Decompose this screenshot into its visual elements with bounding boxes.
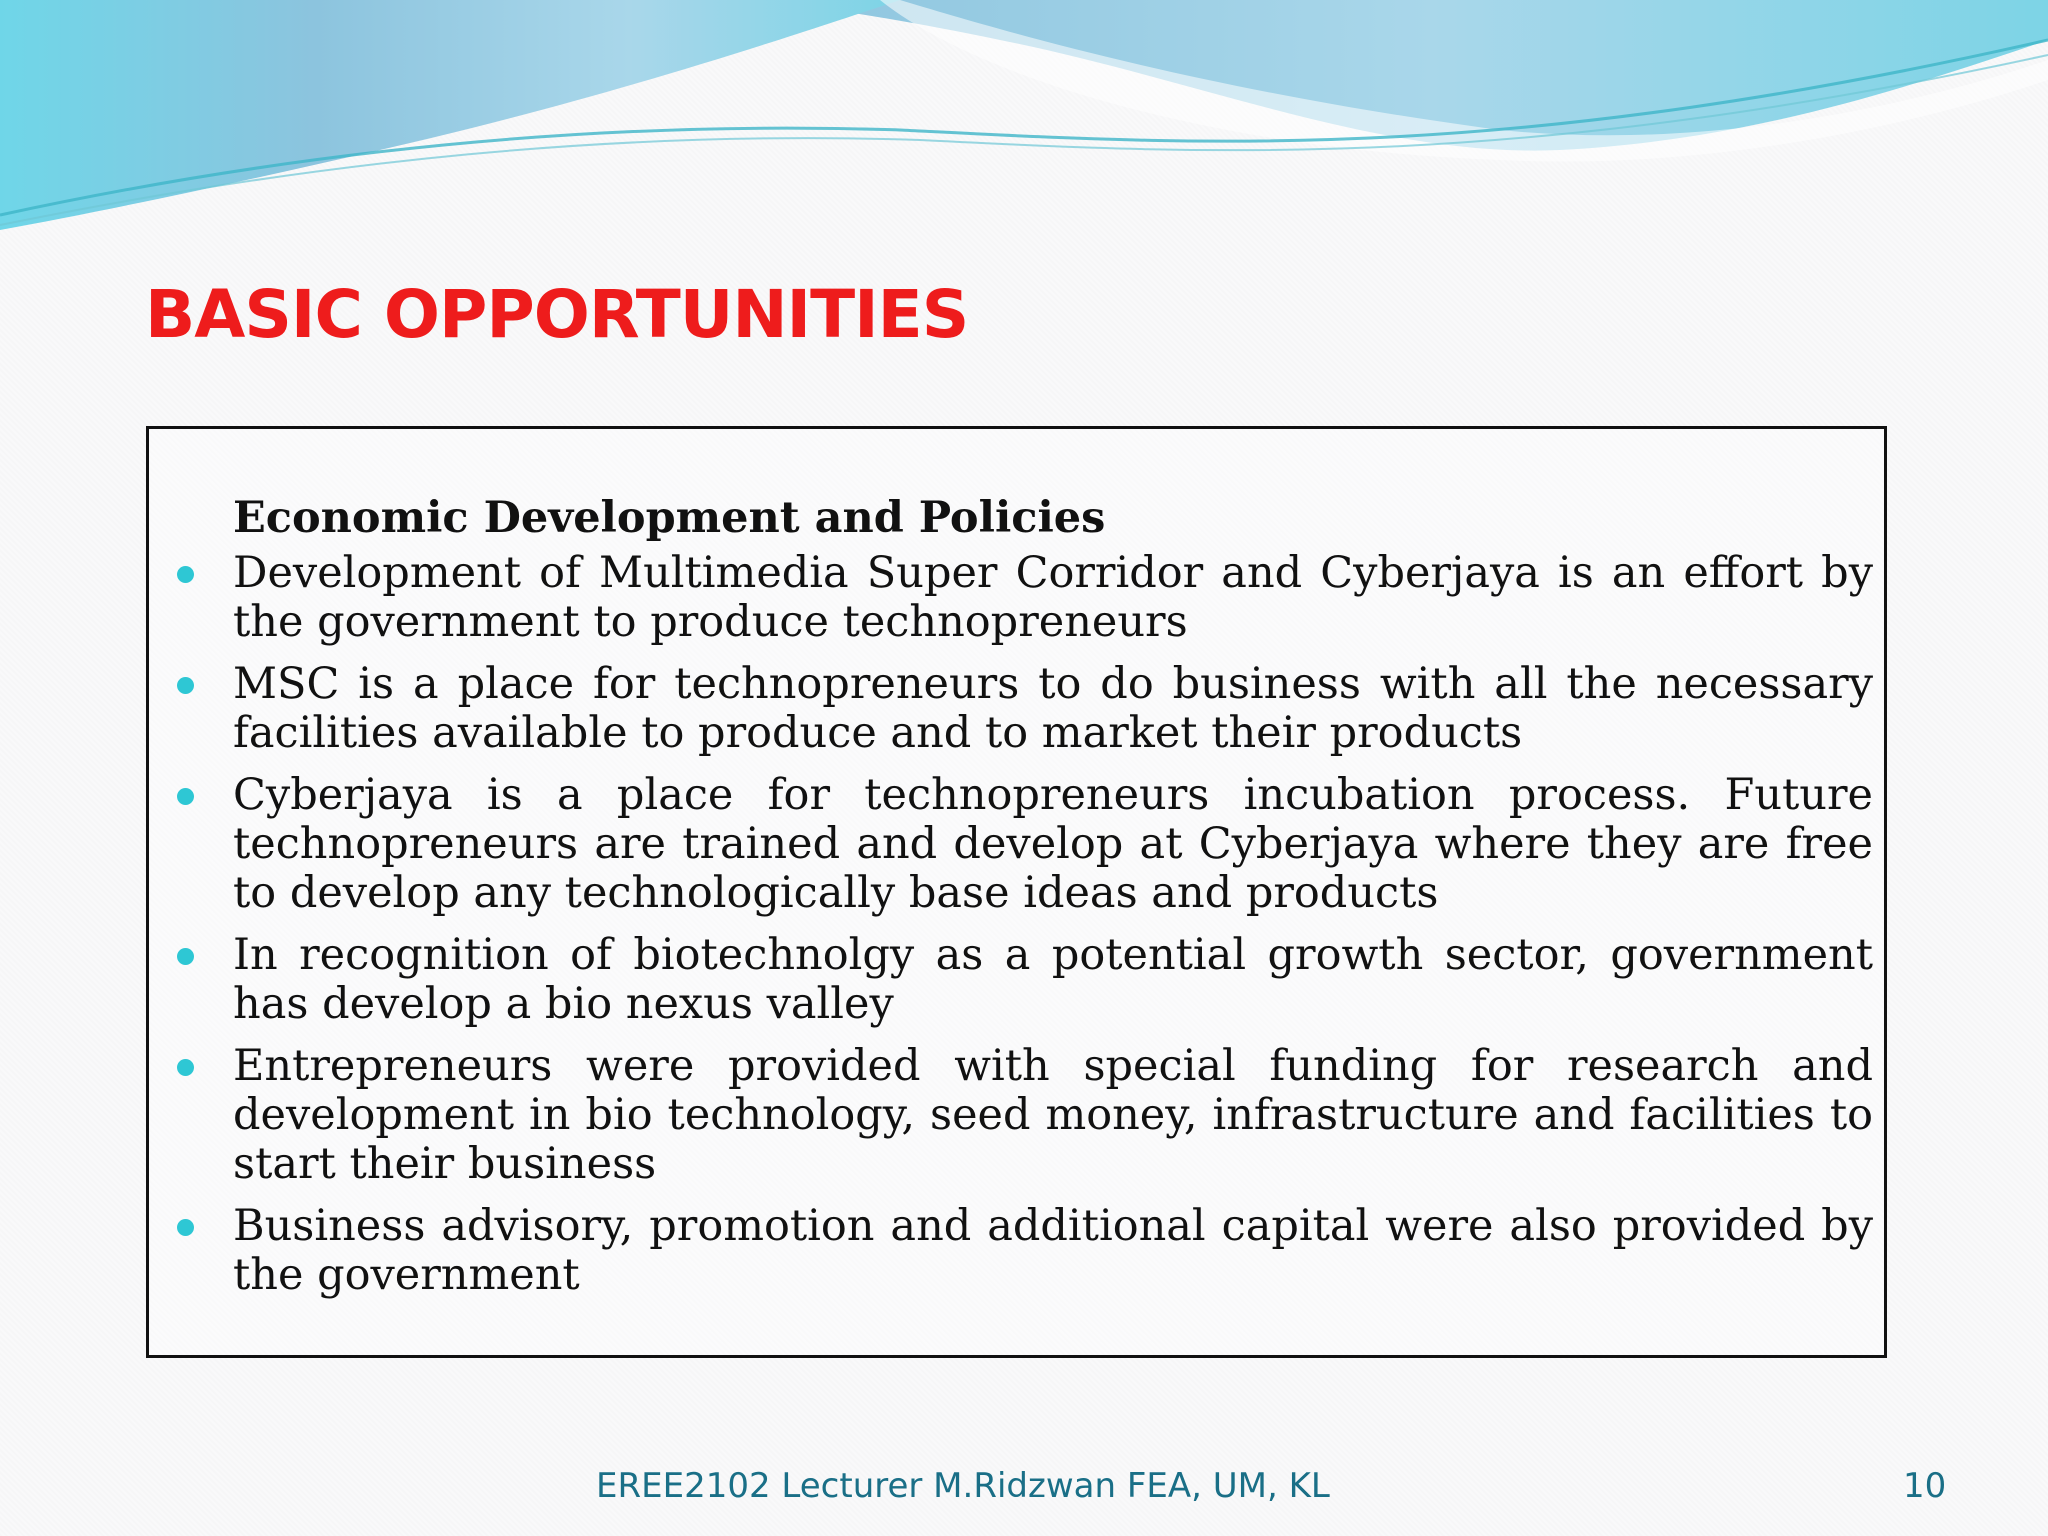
- bullet-item: [233, 660, 1873, 758]
- bullet-text: Development of Multimedia Super Corridor and Cyberjaya is an effort by the government to produce technopreneurs: [233, 548, 1873, 647]
- content-box: [146, 426, 1887, 1358]
- bullet-list: [233, 549, 1873, 1300]
- bullet-dot-icon: [177, 566, 194, 583]
- content-body: [233, 493, 1873, 1313]
- bullet-text: Cyberjaya is a place for technopreneurs incubation process. Future technopreneurs are trained and develop at Cyberjaya where they are free to develop any technologically base ideas and products: [233, 770, 1873, 918]
- bullet-text: Business advisory, promotion and additional capital were also provided by the government: [233, 1201, 1873, 1300]
- bullet-item: [233, 549, 1873, 647]
- bullet-dot-icon: [177, 1059, 194, 1076]
- bullet-item: [233, 1202, 1873, 1300]
- bullet-item: [233, 931, 1873, 1029]
- page-number: 10: [1903, 1466, 1947, 1506]
- bullet-dot-icon: [177, 677, 194, 694]
- bullet-item: [233, 771, 1873, 918]
- section-heading: Economic Development and Policies: [233, 493, 1106, 543]
- bullet-text: MSC is a place for technopreneurs to do business with all the necessary facilities available to produce and to market their products: [233, 659, 1873, 758]
- bullet-dot-icon: [177, 788, 194, 805]
- bullet-text: Entrepreneurs were provided with special funding for research and development in bio technology, seed money, infrastructure and facilities to start their business: [233, 1041, 1873, 1189]
- bullet-dot-icon: [177, 948, 194, 965]
- bullet-item: [233, 1042, 1873, 1189]
- bullet-text: In recognition of biotechnolgy as a potential growth sector, government has develop a bio nexus valley: [233, 930, 1873, 1029]
- slide-title: BASIC OPPORTUNITIES: [145, 276, 969, 353]
- decorative-wave-header: [0, 0, 2048, 240]
- bullet-dot-icon: [177, 1219, 194, 1236]
- footer-text: EREE2102 Lecturer M.Ridzwan FEA, UM, KL: [596, 1466, 1330, 1506]
